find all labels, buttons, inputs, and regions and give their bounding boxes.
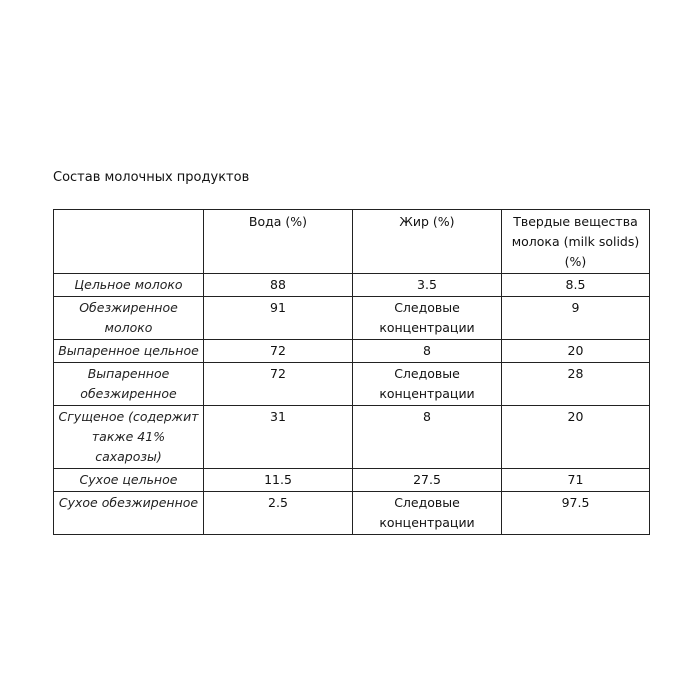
table-row bbox=[54, 297, 650, 340]
header-empty bbox=[54, 210, 204, 274]
dairy-composition-table bbox=[53, 209, 650, 535]
header-water: Вода (%) bbox=[204, 210, 353, 274]
product-name: Обезжиренное молоко bbox=[54, 297, 204, 340]
water-value: 31 bbox=[204, 406, 353, 469]
water-value: 2.5 bbox=[204, 492, 353, 535]
water-value: 72 bbox=[204, 340, 353, 363]
fat-value: 27.5 bbox=[353, 469, 502, 492]
solids-value: 20 bbox=[502, 340, 650, 363]
header-milk-solids: Твердые вещества молока (milk solids) (%) bbox=[502, 210, 650, 274]
water-value: 72 bbox=[204, 363, 353, 406]
header-fat: Жир (%) bbox=[353, 210, 502, 274]
table-row bbox=[54, 469, 650, 492]
fat-value: 8 bbox=[353, 340, 502, 363]
product-name: Сухое цельное bbox=[54, 469, 204, 492]
table-row bbox=[54, 340, 650, 363]
solids-value: 9 bbox=[502, 297, 650, 340]
product-name: Цельное молоко bbox=[54, 274, 204, 297]
fat-value: 8 bbox=[353, 406, 502, 469]
product-name: Сгущеное (содержит также 41% сахарозы) bbox=[54, 406, 204, 469]
solids-value: 20 bbox=[502, 406, 650, 469]
fat-value: Следовые концентрации bbox=[353, 363, 502, 406]
water-value: 91 bbox=[204, 297, 353, 340]
header-row bbox=[54, 210, 650, 274]
fat-value: Следовые концентрации bbox=[353, 492, 502, 535]
table-row bbox=[54, 363, 650, 406]
fat-value: Следовые концентрации bbox=[353, 297, 502, 340]
water-value: 11.5 bbox=[204, 469, 353, 492]
table-title: Состав молочных продуктов bbox=[53, 170, 250, 185]
product-name: Выпаренное обезжиренное bbox=[54, 363, 204, 406]
fat-value: 3.5 bbox=[353, 274, 502, 297]
solids-value: 28 bbox=[502, 363, 650, 406]
solids-value: 8.5 bbox=[502, 274, 650, 297]
water-value: 88 bbox=[204, 274, 353, 297]
solids-value: 71 bbox=[502, 469, 650, 492]
table-row bbox=[54, 492, 650, 535]
table-row bbox=[54, 406, 650, 469]
solids-value: 97.5 bbox=[502, 492, 650, 535]
table-row bbox=[54, 274, 650, 297]
product-name: Сухое обезжиренное bbox=[54, 492, 204, 535]
product-name: Выпаренное цельное bbox=[54, 340, 204, 363]
